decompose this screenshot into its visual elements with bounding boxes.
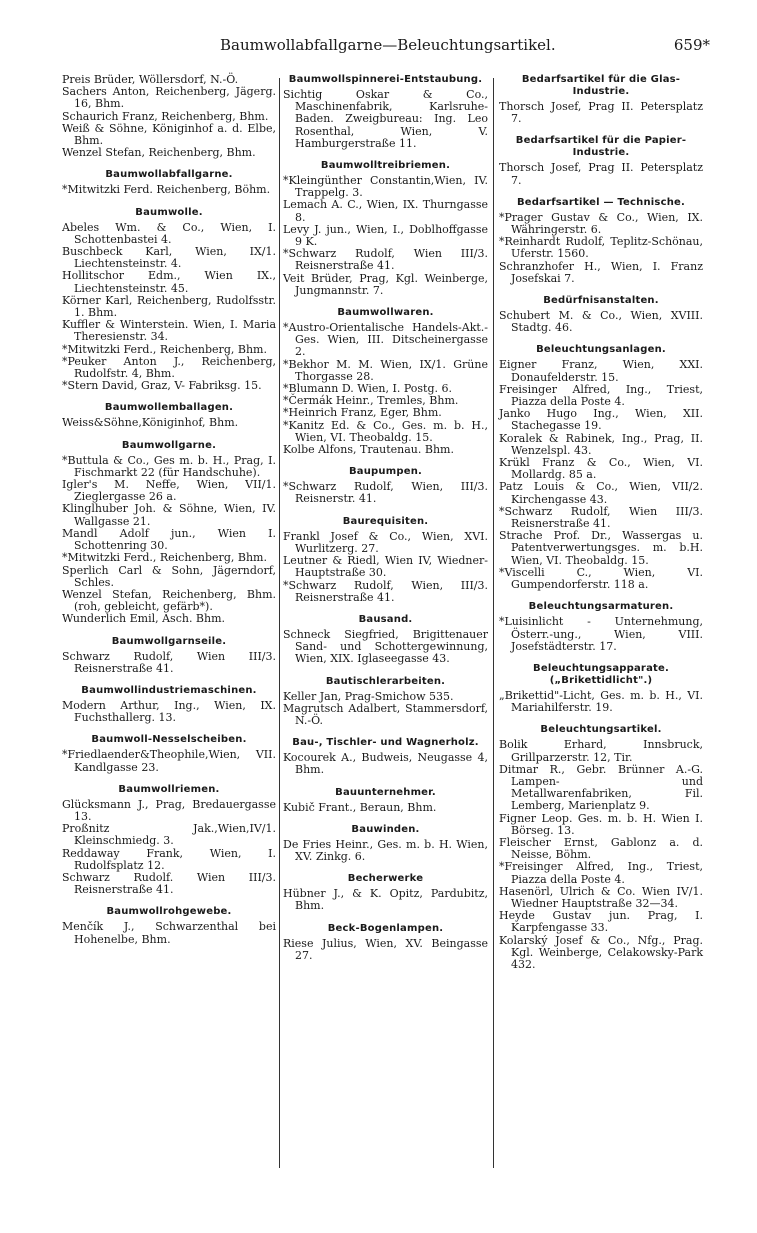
section-heading: Beck-Bogenlampen. <box>327 922 444 934</box>
section-heading: Bedarfsartikel für die Papier-Industrie. <box>515 135 687 159</box>
directory-entry: Thorsch Josef, Prag II. Petersplatz 7. <box>499 100 703 126</box>
section-heading: Beleuchtungsapparate. („Brikettidlicht".) <box>533 662 669 686</box>
directory-entry: Heyde Gustav jun. Prag, I. Karpfengasse 33. <box>499 909 703 935</box>
directory-entry: Schwarz Rudolf, Wien III/3. Reisnerstraße 41. <box>62 649 276 675</box>
directory-entry: Weiß & Söhne, Königinhof a. d. Elbe, Bhm. <box>62 121 276 148</box>
section-heading: Becherwerke <box>347 873 424 885</box>
directory-entry: Schwarz Rudolf. Wien III/3. Reisnerstraße 41. <box>62 870 276 897</box>
directory-entry: Körner Karl, Reichenberg, Rudolfsstr. 1. Bhm. <box>62 293 276 320</box>
directory-entry: Hübner J., & K. Opitz, Pardubitz, Bhm. <box>283 887 488 913</box>
section-heading: Bedürfnisanstalten. <box>543 295 659 307</box>
section-heading: Beleuchtungsartikel. <box>540 724 662 736</box>
directory-entry: Reddaway Frank, Wien, I. Rudolfsplatz 12. <box>62 846 276 872</box>
directory-entry: *Stern David, Graz, V- Fabriksg. 15. <box>62 379 262 393</box>
directory-entry: Igler's M. Neffe, Wien, VII/1. Zieglergasse 26 a. <box>62 478 276 504</box>
section-heading: Bedarfsartikel — Technische. <box>516 196 686 208</box>
directory-entry: Frankl Josef & Co., Wien, XVI. Wurlitzerg. 27. <box>283 529 488 555</box>
section-heading: Baumwoll-Nesselscheiben. <box>91 734 247 746</box>
directory-entry: Wenzel Stefan, Reichenberg, Bhm. <box>62 146 256 160</box>
column-divider <box>279 78 280 1168</box>
directory-entry: Wenzel Stefan, Reichenberg, Bhm. (roh, gebleicht, gefärb*). <box>62 587 276 614</box>
directory-entry: *Mitwitzki Ferd., Reichenberg, Bhm. <box>62 342 267 356</box>
directory-entry: Wunderlich Emil, Asch. Bhm. <box>62 612 226 626</box>
column-divider <box>493 78 494 1168</box>
directory-entry: *Friedlaender&Theophile,Wien, VII. Kandlgasse 23. <box>62 748 276 774</box>
directory-entry: Levy J. jun., Wien, I., Doblhoffgasse 9 K. <box>283 222 488 249</box>
directory-entry: Hasenörl, Ulrich & Co. Wien IV/1. Wiedner Hauptstraße 32—34. <box>499 884 703 910</box>
directory-entry: Glücksmann J., Prag, Bredauergasse 13. <box>62 797 276 823</box>
directory-entry: Riese Julius, Wien, XV. Beingasse 27. <box>283 936 488 962</box>
section-heading: Baumwollgarnseile. <box>111 635 227 647</box>
directory-entry: Janko Hugo Ing., Wien, XII. Stachegasse 19. <box>499 407 703 433</box>
section-heading: Baumwollriemen. <box>118 783 220 795</box>
directory-entry: *Heinrich Franz, Eger, Bhm. <box>283 406 442 420</box>
directory-entry: *Schwarz Rudolf, Wien III/3. Reisnerstraße 41. <box>499 504 703 531</box>
page-header <box>60 36 710 56</box>
directory-entry: Fleischer Ernst, Gablonz a. d. Neisse, Böhm. <box>499 835 703 862</box>
column-2 <box>283 74 488 962</box>
directory-entry: Hollitschor Edm., Wien IX., Liechtensteinstr. 45. <box>62 269 276 295</box>
directory-entry: Sachers Anton, Reichenberg, Jägerg. 16, Bhm. <box>62 85 276 111</box>
directory-entry: Veit Brüder, Prag, Kgl. Weinberge, Jungmannstr. 7. <box>283 271 488 297</box>
directory-entry: Strache Prof. Dr., Wassergas u. Patentverwertungsges. m. b.H. Wien, VI. Theobaldg. 15. <box>499 529 703 567</box>
directory-entry: Bolik Erhard, Innsbruck, Grillparzerstr. 12, Tir. <box>499 738 703 764</box>
section-heading: Baumwollrohgewebe. <box>106 906 232 918</box>
directory-entry: *Kanitz Ed. & Co., Ges. m. b. H., Wien, VI. Theobaldg. 15. <box>283 418 488 444</box>
directory-entry: *Čermák Heinr., Tremles, Bhm. <box>283 394 459 408</box>
directory-entry: „Brikettid"-Licht, Ges. m. b. H., VI. Mariahilferstr. 19. <box>499 688 703 715</box>
section-heading: Baumwollindustriemaschinen. <box>81 684 257 696</box>
directory-entry: Ditmar R., Gebr. Brünner A.-G. Lampen- und Metallwarenfabriken, Fil. Lemberg, Marienplatz 9. <box>499 762 703 813</box>
section-heading: Baumwollemballagen. <box>104 402 234 414</box>
section-heading: Beleuchtungsanlagen. <box>536 344 666 356</box>
directory-entry: Abeles Wm. & Co., Wien, I. Schottenbastei 4. <box>62 220 276 246</box>
section-heading: Baumwolle. <box>135 206 203 218</box>
section-heading: Bauunternehmer. <box>335 786 436 798</box>
directory-entry: Freisinger Alfred, Ing., Triest, Piazza della Poste 4. <box>499 382 703 409</box>
directory-entry: Preis Brüder, Wöllersdorf, N.-Ö. <box>62 73 239 86</box>
directory-entry: Lemach A. C., Wien, IX. Thurngasse 8. <box>283 198 488 224</box>
directory-entry: Leutner & Riedl, Wien IV, Wiedner-Hauptstraße 30. <box>283 554 488 580</box>
section-heading: Baumwollwaren. <box>337 307 434 319</box>
directory-entry: Schneck Siegfried, Brigittenauer Sand- und Schottergewinnung, Wien, XIX. Iglaseegasse 43. <box>283 627 488 666</box>
section-heading: Bedarfsartikel für die Glas-Industrie. <box>521 74 681 97</box>
directory-entry: *Viscelli C., Wien, VI. Gumpendorferstr. 118 a. <box>499 565 703 592</box>
directory-entry: *Blumann D. Wien, I. Postg. 6. <box>283 382 452 396</box>
section-heading: Baumwollspinnerei-Entstaubung. <box>288 74 483 85</box>
directory-entry: Sichtig Oskar & Co., Maschinenfabrik, Karlsruhe-Baden. Zweigbureau: Ing. Leo Rosenthal, Wien, V. Hamburgerstraße 11. <box>283 88 488 150</box>
directory-entry: *Austro-Orientalische Handels-Akt.-Ges. Wien, III. Ditscheinergasse 2. <box>283 321 488 359</box>
directory-entry: Buschbeck Karl, Wien, IX/1. Liechtensteinstr. 4. <box>62 245 276 271</box>
directory-entry: *Bekhor M. M. Wien, IX/1. Grüne Thorgasse 28. <box>283 357 488 383</box>
directory-entry: Sperlich Carl & Sohn, Jägerndorf, Schles. <box>62 563 276 589</box>
column-3 <box>499 74 703 971</box>
directory-entry: Modern Arthur, Ing., Wien, IX. Fuchsthallerg. 13. <box>62 698 276 725</box>
directory-entry: Proßnitz Jak.,Wien,IV/1. Kleinschmiedg. 3. <box>62 822 276 848</box>
directory-entry: *Freisinger Alfred, Ing., Triest, Piazza della Poste 4. <box>499 860 703 886</box>
section-heading: Baupumpen. <box>348 466 423 478</box>
section-heading: Bautischlerarbeiten. <box>325 675 446 687</box>
column-1 <box>62 74 276 946</box>
directory-entry: Mandl Adolf jun., Wien I. Schottenring 30. <box>62 526 276 553</box>
directory-entry: Menčík J., Schwarzenthal bei Hohenelbe, Bhm. <box>62 920 276 946</box>
directory-entry: Weiss&Söhne,Königinhof, Bhm. <box>62 416 239 430</box>
directory-entry: Magrutsch Adalbert, Stammersdorf, N.-Ö. <box>283 701 488 727</box>
directory-entry: Koralek & Rabinek, Ing., Prag, II. Wenzelspl. 43. <box>499 431 703 457</box>
directory-entry: Krükl Franz & Co., Wien, VI. Mollardg. 85 a. <box>499 456 703 482</box>
section-heading: Bauwinden. <box>351 823 420 835</box>
section-heading: Bau-, Tischler- und Wagnerholz. <box>292 737 479 749</box>
directory-entry: Kolbe Alfons, Trautenau. Bhm. <box>283 443 454 457</box>
directory-entry: De Fries Heinr., Ges. m. b. H. Wien, XV. Zinkg. 6. <box>283 837 488 863</box>
directory-entry: *Schwarz Rudolf, Wien, III/3. Reisnerstr. 41. <box>283 480 488 506</box>
directory-entry: Figner Leop. Ges. m. b. H. Wien I. Börseg. 13. <box>499 811 703 837</box>
directory-entry: *Luisinlicht - Unternehmung, Österr.-ung., Wien, VIII. Josefstädterstr. 17. <box>499 615 703 653</box>
directory-entry: Schubert M. & Co., Wien, XVIII. Stadtg. 46. <box>499 309 703 335</box>
directory-entry: Kolarský Josef & Co., Nfg., Prag. Kgl. Weinberge, Celakowsky-Park 432. <box>499 933 703 971</box>
directory-entry: Kocourek A., Budweis, Neugasse 4, Bhm. <box>283 751 488 777</box>
directory-entry: *Prager Gustav & Co., Wien, IX. Währingerstr. 6. <box>499 210 703 237</box>
directory-entry: Thorsch Josef, Prag II. Petersplatz 7. <box>499 161 703 187</box>
directory-entry: *Mitwitzki Ferd. Reichenberg, Böhm. <box>62 183 271 197</box>
directory-entry: Kubič Frant., Beraun, Bhm. <box>283 800 437 814</box>
section-heading: Bausand. <box>358 613 413 625</box>
directory-entry: Patz Louis & Co., Wien, VII/2. Kirchengasse 43. <box>499 480 703 506</box>
section-heading: Baumwolltreibriemen. <box>320 160 451 172</box>
page-title: Baumwollabfallgarne—Beleuchtungsartikel. <box>220 36 556 54</box>
directory-entry: *Reinhardt Rudolf, Teplitz-Schönau, Uferstr. 1560. <box>499 235 703 261</box>
section-heading: Baumwollgarne. <box>121 439 217 451</box>
section-heading: Baumwollabfallgarne. <box>105 169 233 181</box>
directory-entry: Eigner Franz, Wien, XXI. Donaufelderstr. 15. <box>499 358 703 384</box>
directory-entry: *Schwarz Rudolf, Wien, III/3. Reisnerstraße 41. <box>283 578 488 604</box>
section-heading: Beleuchtungsarmaturen. <box>528 601 674 613</box>
directory-entry: *Buttula & Co., Ges m. b. H., Prag, I. Fischmarkt 22 (für Handschuhe). <box>62 453 276 479</box>
directory-entry: *Kleingünther Constantin,Wien, IV. Trappelg. 3. <box>283 174 488 200</box>
directory-entry: Kuffler & Winterstein. Wien, I. Maria Theresienstr. 34. <box>62 318 276 344</box>
directory-entry: Keller Jan, Prag-Smichow 535. <box>283 689 454 703</box>
directory-entry: Schaurich Franz, Reichenberg, Bhm. <box>62 109 269 123</box>
directory-entry: *Peuker Anton J., Reichenberg, Rudolfstr. 4, Bhm. <box>62 354 276 381</box>
section-heading: Baurequisiten. <box>342 515 429 527</box>
page-number: 659* <box>673 36 710 54</box>
directory-entry: *Mitwitzki Ferd., Reichenberg, Bhm. <box>62 551 267 565</box>
directory-entry: Klinglhuber Joh. & Söhne, Wien, IV. Wallgasse 21. <box>62 502 276 528</box>
directory-entry: *Schwarz Rudolf, Wien III/3. Reisnerstraße 41. <box>283 247 488 273</box>
directory-entry: Schranzhofer H., Wien, I. Franz Josefskai 7. <box>499 259 703 285</box>
